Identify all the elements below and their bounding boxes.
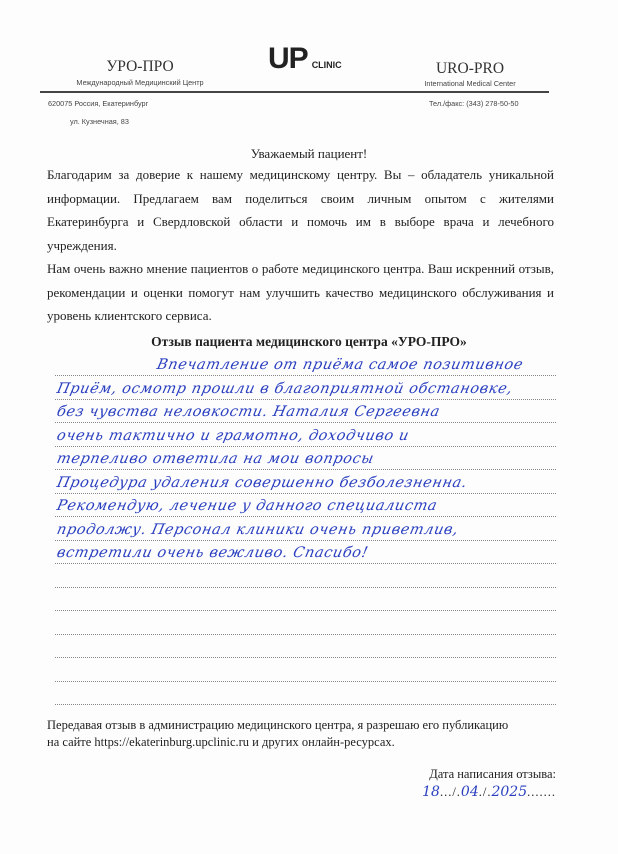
date-year: 2025: [491, 784, 528, 800]
review-line: [55, 634, 556, 658]
header-divider: [40, 91, 549, 93]
clinic-logo: [268, 42, 342, 76]
consent-text: [47, 717, 567, 751]
review-line: [55, 376, 556, 400]
review-line: [55, 540, 556, 564]
form-title: Отзыв пациента медицинского центра «УРО-ПРО»: [151, 334, 467, 349]
logo-main: UP: [268, 42, 308, 75]
intro-paragraph-1: Благодарим за доверие к нашему медицинскому центру. Вы – обладатель уникальной информации. Предлагаем вам поделиться своим личным опытом с жителями Екатеринбурга и Свердловской области и помочь им в выборе врача и лечебного учреждения.: [47, 167, 554, 253]
review-line: [55, 681, 556, 705]
review-line: [55, 493, 556, 517]
date-day: 18: [422, 784, 440, 800]
handwritten-text: Процедура удаления совершенно безболезненна.: [55, 474, 469, 491]
handwritten-text: продолжу. Персонал клиники очень приветлив,: [55, 521, 460, 538]
date-label: Дата написания отзыва:: [429, 767, 556, 781]
handwritten-text: Приём, осмотр прошли в благоприятной обстановке,: [55, 380, 515, 397]
consent-line-2: на сайте https://ekaterinburg.upclinic.ru и других онлайн-ресурсах.: [47, 735, 395, 749]
date-month: 04: [460, 784, 479, 800]
review-line: [55, 470, 556, 494]
handwritten-text: Впечатление от приёма самое позитивное: [155, 357, 525, 373]
review-line: [55, 517, 556, 541]
review-line: [55, 587, 556, 611]
address-street: ул. Кузнечная, 83: [70, 117, 129, 126]
clinic-subtitle-ru: Международный Медицинский Центр: [76, 78, 204, 87]
clinic-subtitle-en: International Medical Center: [424, 79, 516, 88]
handwritten-text: терпеливо ответила на мои вопросы: [55, 451, 376, 467]
address-city: 620075 Россия, Екатеринбург: [48, 99, 149, 108]
review-line: [55, 611, 556, 635]
clinic-name-ru: УРО-ПРО: [106, 58, 174, 75]
review-line: [55, 352, 556, 376]
intro-paragraph-2: Нам очень важно мнение пациентов о работе медицинского центра. Ваш искренний отзыв, рекомендации и оценки помогут нам улучшить качество медицинского обслуживания и уровень клиентского сервиса.: [47, 261, 554, 323]
date-field: 18.../.04./.2025.......: [422, 784, 556, 800]
review-line: [55, 423, 556, 447]
handwritten-text: очень тактично и грамотно, доходчиво и: [55, 427, 411, 444]
phone-fax: Тел./факс: (343) 278-50-50: [429, 99, 519, 108]
handwritten-text: без чувства неловкости. Наталия Сергеевна: [55, 404, 442, 420]
greeting: Уважаемый пациент!: [250, 146, 368, 161]
review-line: [55, 446, 556, 470]
handwritten-text: Рекомендую, лечение у данного специалиста: [55, 498, 439, 514]
review-line: [55, 564, 556, 588]
review-line: [55, 658, 556, 682]
logo-suffix: CLINIC: [311, 60, 342, 70]
handwritten-text: встретили очень вежливо. Спасибо!: [55, 545, 370, 561]
consent-line-1: Передавая отзыв в администрацию медицинского центра, я разрешаю его публикацию: [47, 718, 509, 732]
review-line: [55, 399, 556, 423]
clinic-name-en: URO-PRO: [435, 60, 505, 77]
